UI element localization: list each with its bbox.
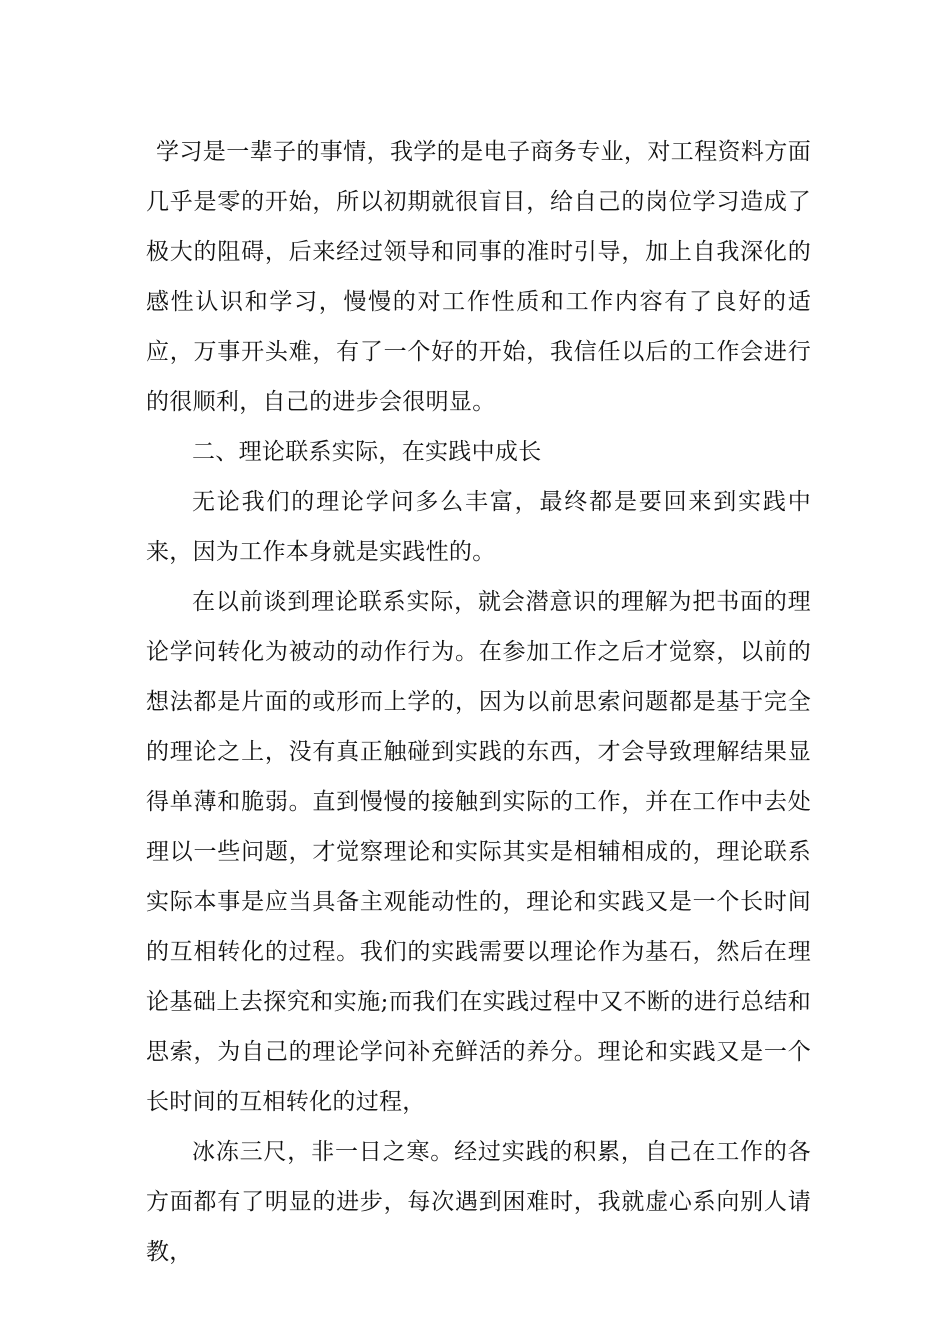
- paragraph-theory-practice: 无论我们的理论学问多么丰富，最终都是要回来到实践中来，因为工作本身就是实践性的。: [146, 489, 811, 565]
- paragraph-accumulation: 冰冻三尺，非一日之寒。经过实践的积累，自己在工作的各方面都有了明显的进步，每次遇到困难时，我就虚心系向别人请教，: [146, 1139, 811, 1265]
- document-body: [146, 127, 811, 1277]
- paragraph-learning: 学习是一辈子的事情，我学的是电子商务专业，对工程资料方面几乎是零的开始，所以初期就很盲目，给自己的岗位学习造成了极大的阻碍，后来经过领导和同事的准时引导，加上自我深化的感性认识和学习，慢慢的对工作性质和工作内容有了良好的适应，万事开头难，有了一个好的开始，我信任以后的工作会进行的很顺利，自己的进步会很明显。: [146, 139, 811, 415]
- section-heading: 二、理论联系实际，在实践中成长: [192, 439, 542, 465]
- paragraph-past-understanding: 在以前谈到理论联系实际，就会潜意识的理解为把书面的理论学问转化为被动的动作行为。在参加工作之后才觉察，以前的想法都是片面的或形而上学的，因为以前思索问题都是基于完全的理论之上，没有真正触碰到实践的东西，才会导致理解结果显得单薄和脆弱。直到慢慢的接触到实际的工作，并在工作中去处理以一些问题，才觉察理论和实际其实是相辅相成的，理论联系实际本事是应当具备主观能动性的，理论和实践又是一个长时间的互相转化的过程。我们的实践需要以理论作为基石，然后在理论基础上去探究和实施;而我们在实践过程中又不断的进行总结和思索，为自己的理论学问补充鲜活的养分。理论和实践又是一个长时间的互相转化的过程，: [146, 589, 811, 1115]
